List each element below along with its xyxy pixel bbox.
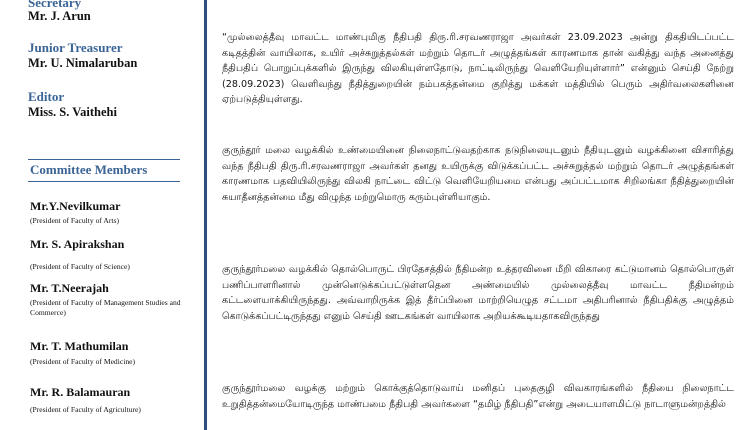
member-name: Mr. T. Mathumilan	[30, 339, 129, 353]
secretary-heading: Secretary	[28, 0, 82, 10]
article-paragraph: குருந்தூர் மலை வழக்கில் உண்மையினை நிலைநாட்டுவதற்காக நடுநிலையுடனும் நீதியுடனும் வழக்கினை விசாரித்து வந்த நீதிபதி திரு.ரி.சரவணராஜா அவர்கள் தனது உயிருக்கு விடுக்கப்பட்ட அச்சுறுத்தல் மற்றும் தொடர் அழுத்தங்கள் காரணமாக பதவியிலிருந்து விலகி நாட்டை விட்டு வெளியேறியமை என்பது அப்பட்டமாக சிறிலங்கா நீதித்துறையின் சுயாதீனத்தன்மை மீது விழுந்த மற்றுமொரு கரும்புள்ளியாகும்.	[222, 145, 734, 203]
member-role: (President of Faculty of Science)	[30, 262, 130, 271]
junior-treasurer-name: Mr. U. Nimalaruban	[28, 56, 138, 70]
editor-heading: Editor	[28, 89, 65, 104]
member-role: (President of Faculty of Medicine)	[30, 357, 136, 366]
sidebar	[0, 0, 196, 430]
column-divider	[204, 0, 207, 430]
member-name: Mr. T.Neerajah	[30, 281, 109, 295]
article-paragraph: “முல்லைத்தீவு மாவட்ட மாண்புமிகு நீதிபதி திரு.ரி.சரவணராஜா அவர்கள் 23.09.2023 அன்று திகதியிடப்பட்ட கடிதத்தின் வாயிலாக, உயிர் அச்சுறுத்தல்கள் மற்றும் தொடர் அழுத்தங்கள் காரணமாக தான் வகித்து வந்த அனைத்து நீதிபதிப் பொறுப்புக்களில் இருந்து விலகியுள்ளதோடு, நாட்டிலிருந்து வெளியேறியுள்ளார்” என்னும் செய்தி நேற்று (28.09.2023) வெளிவந்து நீதித்துறையின் நம்பகத்தன்மை குறித்து மக்கள் மத்தியில் பெரும் அதிர்வலைகளினை ஏற்படுத்தியுள்ளது.	[222, 32, 734, 106]
secretary-name: Mr. J. Arun	[28, 9, 91, 23]
member-name: Mr. R. Balamauran	[30, 385, 131, 399]
junior-treasurer-heading: Junior Treasurer	[28, 40, 123, 55]
committee-rule-bottom	[28, 181, 180, 182]
committee-rule-top	[28, 159, 180, 160]
committee-heading: Committee Members	[30, 162, 148, 177]
member-role: (President of Faculty of Agriculture)	[30, 405, 141, 414]
editor-name: Miss. S. Vaithehi	[28, 105, 117, 119]
member-role: (President of Faculty of Arts)	[30, 216, 120, 225]
member-name: Mr.Y.Nevilkumar	[30, 199, 121, 213]
article-paragraph: குருந்தூர்மலை வழக்கில் தொல்பொருட் பிரதேசத்தில் நீதிமன்ற உத்தரவினை மீறி விகாரை கட்டுமானம் தொல்பொருள் பணிப்பாளரினால் முன்னெடுக்கப்பட்டுள்ளதென அண்மையில் முல்லைத்தீவு மாவட்ட நீதிமன்றம் கட்டளையாக்கியிருந்தது. அவ்வாறிருக்க இத் தீர்ப்பினை மாற்றியெழுத சட்டமா அதிபரினால் நீதிபதிக்கு அழுத்தம் கொடுக்கப்பட்டிருந்தது எனும் செய்தி ஊடகங்கள் வாயிலாக அறியக்கூடியதாகவிருந்தது	[222, 264, 734, 322]
article-paragraph: குருந்தூர்மலை வழக்கு மற்றும் கொக்குத்தொடுவாய் மனிதப் புதைகுழி விவகாரங்களில் நீதியை நிலைநாட்ட உறுதித்தன்மையோடிருந்த மாண்பமை நீதிபதி அவர்களை “தமிழ் நீதிபதி”என்று அடையாளமிட்டு நாடாளுமன்றத்தில்	[222, 383, 734, 410]
member-name: Mr. S. Apirakshan	[30, 237, 125, 251]
member-role: (President of Faculty of Management Studies and Commerce)	[30, 298, 181, 317]
